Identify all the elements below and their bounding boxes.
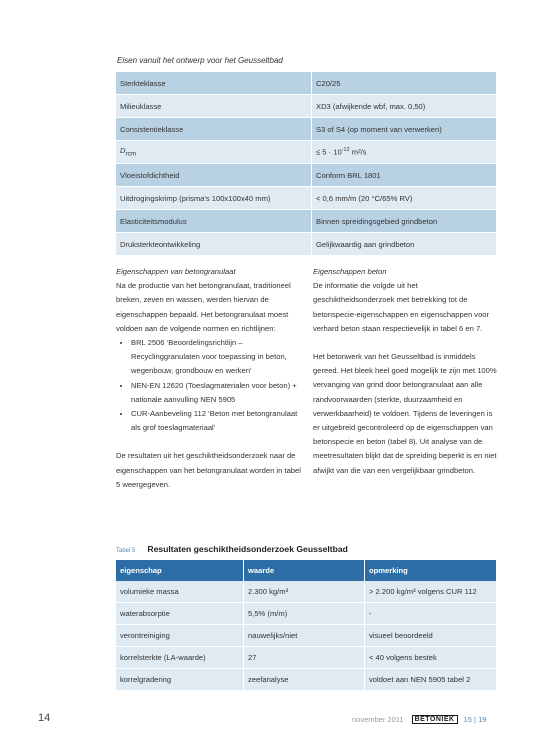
table-cell: - bbox=[365, 603, 497, 625]
table-cell: Binnen spreidingsgebied grindbeton bbox=[312, 210, 497, 233]
footer bbox=[352, 715, 486, 724]
section-heading: Eigenschappen beton bbox=[313, 267, 387, 276]
paragraph: Het betonwerk van het Geusseltbad is inmiddels gereed. Het bleek heel goed mogelijk te zijn met 100% vervanging van grind door betongranulaat aan alle randvoorwaarden (sterkte, duurzaamheid en verwerkbaarheid) te voldoen. Tijdens de leveringen is er uitgebreid gecontroleerd op de eigenschappen van betonspecie en beton (tabel 8). Uit analyse van de meetresultaten blijkt dat de spreiding beperkt is en niet afwijkt van die van een vergelijkbaar grindbeton. bbox=[313, 352, 497, 475]
table-row bbox=[116, 669, 497, 691]
paragraph: Na de productie van het betongranulaat, traditioneel breken, zeven en wassen, werden hiervan de eigenschappen bepaald. Het betongranulaat moest voldoen aan de volgende normen en richtlijnen: bbox=[116, 281, 291, 333]
table-cell: Elasticiteitsmodulus bbox=[116, 210, 312, 233]
norms-list bbox=[116, 336, 301, 435]
requirements-table bbox=[116, 72, 497, 256]
right-column bbox=[313, 265, 498, 478]
table5-title: Resultaten geschiktheidsonderzoek Geusseltbad bbox=[147, 544, 348, 554]
table-cell: < 40 volgens bestek bbox=[365, 647, 497, 669]
table-cell bbox=[312, 141, 497, 164]
table-cell: S3 of S4 (op moment van verwerken) bbox=[312, 118, 497, 141]
table-cell: Uitdrogingskrimp (prisma's 100x100x40 mm) bbox=[116, 187, 312, 210]
table-row bbox=[116, 625, 497, 647]
table-row bbox=[116, 581, 497, 603]
table-row bbox=[116, 164, 497, 187]
drcm-symbol: D bbox=[120, 146, 126, 156]
drcm-unit: m²/s bbox=[349, 147, 367, 157]
drcm-subscript: rcm bbox=[125, 150, 137, 158]
table-cell: Sterkteklasse bbox=[116, 72, 312, 95]
section-heading: Eigenschappen van betongranulaat bbox=[116, 267, 236, 276]
table-cell: 5,5% (m/m) bbox=[244, 603, 365, 625]
table-cell: Druksterkteontwikkeling bbox=[116, 233, 312, 256]
table-cell: Gelijkwaardig aan grindbeton bbox=[312, 233, 497, 256]
column-header: waarde bbox=[244, 560, 365, 581]
issue-number: 15 | 19 bbox=[463, 715, 487, 724]
table-row bbox=[116, 72, 497, 95]
table-cell: 27 bbox=[244, 647, 365, 669]
footer-date: november 2011 bbox=[352, 715, 404, 724]
table-cell: waterabsorptie bbox=[116, 603, 244, 625]
table-cell bbox=[116, 141, 312, 164]
table-cell: < 0,6 mm/m (20 °C/65% RV) bbox=[312, 187, 497, 210]
table-cell: Milieuklasse bbox=[116, 95, 312, 118]
table-row bbox=[116, 95, 497, 118]
table-cell: volumieke massa bbox=[116, 581, 244, 603]
table5-caption bbox=[116, 544, 348, 554]
table-cell: Consistentieklasse bbox=[116, 118, 312, 141]
table-cell: > 2.200 kg/m³ volgens CUR 112 bbox=[365, 581, 497, 603]
table-cell: zeefanalyse bbox=[244, 669, 365, 691]
table-cell: Conform BRL 1801 bbox=[312, 164, 497, 187]
paragraph: De informatie die volgde uit het geschiktheidsonderzoek met betrekking tot de betonspecie-eigenschappen en eigenschappen voor verhard beton staan respectievelijk in tabel 6 en 7. bbox=[313, 281, 490, 333]
table-header-row bbox=[116, 560, 497, 581]
drcm-value: ≤ 5 · 10 bbox=[316, 147, 342, 157]
list-item: • CUR-Aanbeveling 112 ‘Beton met betongranulaat als grof toeslagmateriaal’ bbox=[131, 407, 301, 435]
table-cell: 2.300 kg/m³ bbox=[244, 581, 365, 603]
table-cell: C20/25 bbox=[312, 72, 497, 95]
table-row bbox=[116, 118, 497, 141]
table-cell: XD3 (afwijkende wbf, max. 0,50) bbox=[312, 95, 497, 118]
column-header: eigenschap bbox=[116, 560, 244, 581]
column-header: opmerking bbox=[365, 560, 497, 581]
table-cell: verontreiniging bbox=[116, 625, 244, 647]
table-row bbox=[116, 233, 497, 256]
list-item: • NEN-EN 12620 (Toeslagmaterialen voor beton) + nationale aanvulling NEN 5905 bbox=[131, 379, 301, 407]
table-cell: Vloeistofdichtheid bbox=[116, 164, 312, 187]
list-item: • BRL 2506 ‘Beoordelingsrichtlijn – Recyclinggranulaten voor toepassing in beton, wegenbouw, grondbouw en werken’ bbox=[131, 336, 301, 379]
table-row bbox=[116, 210, 497, 233]
left-column bbox=[116, 265, 301, 492]
table-cell: visueel beoordeeld bbox=[365, 625, 497, 647]
table-row bbox=[116, 647, 497, 669]
table-row bbox=[116, 141, 497, 164]
table5-label: Tabel 5 bbox=[116, 548, 136, 554]
table-row bbox=[116, 603, 497, 625]
table-cell: korrelsterkte (LA-waarde) bbox=[116, 647, 244, 669]
table-cell: nauwelijks/niet bbox=[244, 625, 365, 647]
table-caption: Eisen vanuit het ontwerp voor het Geusseltbad bbox=[117, 56, 283, 65]
paragraph: De resultaten uit het geschiktheidsonderzoek naar de eigenschappen van het betongranulaat worden in tabel 5 weergegeven. bbox=[116, 451, 301, 489]
magazine-logo: BETONIEK bbox=[412, 715, 458, 724]
table-row bbox=[116, 187, 497, 210]
results-table bbox=[116, 560, 497, 691]
table-cell: korrelgradering bbox=[116, 669, 244, 691]
table-cell: voldoet aan NEN 5905 tabel 2 bbox=[365, 669, 497, 691]
drcm-exponent: -12 bbox=[341, 147, 350, 154]
page-number: 14 bbox=[38, 712, 51, 724]
